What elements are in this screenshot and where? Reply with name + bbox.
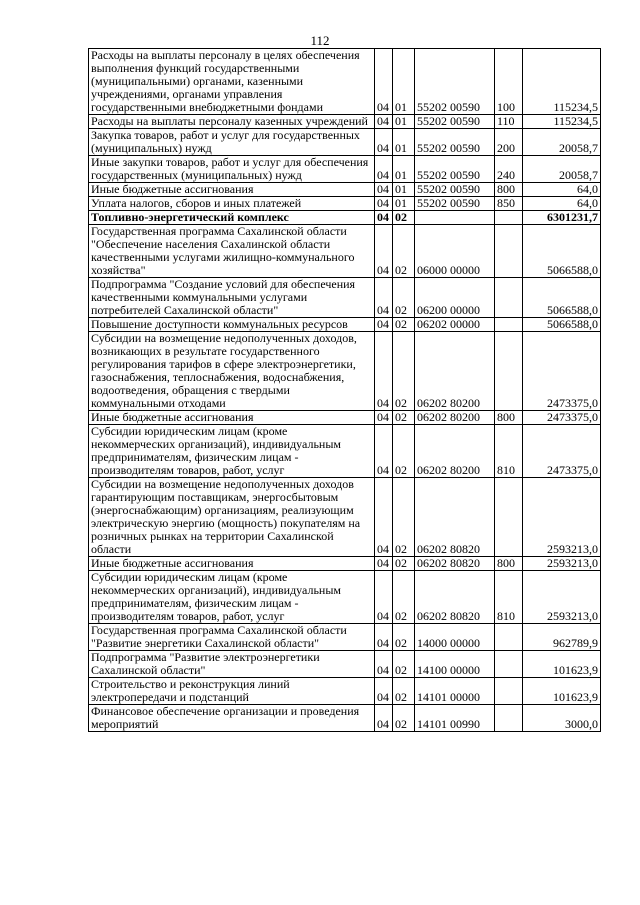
table-row: [89, 425, 601, 478]
row-section: 04: [375, 478, 393, 557]
table-row: [89, 49, 601, 115]
row-expense-type: [495, 211, 523, 225]
row-section: 04: [375, 332, 393, 411]
table-row: [89, 197, 601, 211]
row-expense-type: [495, 318, 523, 332]
table-row: [89, 651, 601, 678]
row-section: 04: [375, 278, 393, 318]
row-amount: 101623,9: [523, 678, 601, 705]
row-target-article: 06202 80200: [415, 411, 495, 425]
row-subsection: 02: [393, 411, 415, 425]
row-target-article: 14101 00000: [415, 678, 495, 705]
row-amount: 64,0: [523, 183, 601, 197]
row-section: 04: [375, 115, 393, 129]
row-subsection: 02: [393, 705, 415, 732]
row-name: Иные закупки товаров, работ и услуг для обеспечения государственных (муниципальных) нужд: [89, 156, 375, 183]
row-target-article: 55202 00590: [415, 197, 495, 211]
row-amount: 5066588,0: [523, 225, 601, 278]
row-target-article: 06202 00000: [415, 318, 495, 332]
row-expense-type: 100: [495, 49, 523, 115]
row-subsection: 02: [393, 332, 415, 411]
table-row: [89, 411, 601, 425]
row-target-article: 14101 00990: [415, 705, 495, 732]
row-subsection: 02: [393, 318, 415, 332]
row-amount: 962789,9: [523, 624, 601, 651]
row-name: Иные бюджетные ассигнования: [89, 557, 375, 571]
row-expense-type: [495, 278, 523, 318]
table-row: [89, 478, 601, 557]
row-name: Субсидии юридическим лицам (кроме некоммерческих организаций), индивидуальным предпринимателям, физическим лицам - производителям товаров, работ, услуг: [89, 425, 375, 478]
row-amount: 2473375,0: [523, 411, 601, 425]
row-name: Субсидии юридическим лицам (кроме некоммерческих организаций), индивидуальным предпринимателям, физическим лицам - производителям товаров, работ, услуг: [89, 571, 375, 624]
row-target-article: 14000 00000: [415, 624, 495, 651]
table-row: [89, 678, 601, 705]
table-row: [89, 557, 601, 571]
row-section: 04: [375, 156, 393, 183]
table-row: [89, 156, 601, 183]
row-expense-type: 810: [495, 571, 523, 624]
row-amount: 2593213,0: [523, 557, 601, 571]
row-subsection: 01: [393, 183, 415, 197]
row-amount: 6301231,7: [523, 211, 601, 225]
row-name: Топливно-энергетический комплекс: [89, 211, 375, 225]
row-expense-type: [495, 678, 523, 705]
row-section: 04: [375, 318, 393, 332]
row-name: Государственная программа Сахалинской области "Развитие энергетики Сахалинской области": [89, 624, 375, 651]
row-section: 04: [375, 225, 393, 278]
row-subsection: 02: [393, 571, 415, 624]
row-section: 04: [375, 197, 393, 211]
row-expense-type: 800: [495, 183, 523, 197]
row-amount: 5066588,0: [523, 318, 601, 332]
table-row: [89, 225, 601, 278]
row-subsection: 02: [393, 278, 415, 318]
row-expense-type: [495, 705, 523, 732]
row-expense-type: 810: [495, 425, 523, 478]
row-target-article: 55202 00590: [415, 49, 495, 115]
row-amount: 64,0: [523, 197, 601, 211]
row-subsection: 02: [393, 425, 415, 478]
row-expense-type: [495, 478, 523, 557]
row-amount: 115234,5: [523, 115, 601, 129]
row-expense-type: 800: [495, 411, 523, 425]
row-target-article: 06202 80820: [415, 557, 495, 571]
row-name: Иные бюджетные ассигнования: [89, 411, 375, 425]
row-section: 04: [375, 49, 393, 115]
row-target-article: 14100 00000: [415, 651, 495, 678]
row-target-article: 55202 00590: [415, 156, 495, 183]
row-subsection: 02: [393, 557, 415, 571]
row-name: Подпрограмма "Развитие электроэнергетики Сахалинской области": [89, 651, 375, 678]
row-name: Финансовое обеспечение организации и проведения мероприятий: [89, 705, 375, 732]
row-amount: 2593213,0: [523, 478, 601, 557]
row-target-article: 06202 80200: [415, 332, 495, 411]
row-expense-type: 110: [495, 115, 523, 129]
row-target-article: 06000 00000: [415, 225, 495, 278]
row-subsection: 02: [393, 225, 415, 278]
row-name: Иные бюджетные ассигнования: [89, 183, 375, 197]
row-name: Повышение доступности коммунальных ресурсов: [89, 318, 375, 332]
row-subsection: 01: [393, 115, 415, 129]
row-target-article: [415, 211, 495, 225]
row-section: 04: [375, 183, 393, 197]
row-expense-type: 240: [495, 156, 523, 183]
row-amount: 2473375,0: [523, 332, 601, 411]
row-target-article: 55202 00590: [415, 129, 495, 156]
row-name: Уплата налогов, сборов и иных платежей: [89, 197, 375, 211]
row-section: 04: [375, 211, 393, 225]
table-row: [89, 115, 601, 129]
row-target-article: 06202 80200: [415, 425, 495, 478]
row-expense-type: [495, 225, 523, 278]
row-section: 04: [375, 129, 393, 156]
row-amount: 101623,9: [523, 651, 601, 678]
table-row: [89, 129, 601, 156]
row-target-article: 55202 00590: [415, 183, 495, 197]
row-subsection: 01: [393, 129, 415, 156]
row-name: Государственная программа Сахалинской области "Обеспечение населения Сахалинской области качественными услугами жилищно-коммунального хозяйства": [89, 225, 375, 278]
row-subsection: 01: [393, 197, 415, 211]
row-subsection: 02: [393, 678, 415, 705]
row-name: Строительство и реконструкция линий электропередачи и подстанций: [89, 678, 375, 705]
row-section: 04: [375, 705, 393, 732]
row-subsection: 01: [393, 49, 415, 115]
table-row: [89, 571, 601, 624]
row-amount: 20058,7: [523, 129, 601, 156]
table-row: [89, 211, 601, 225]
row-expense-type: 200: [495, 129, 523, 156]
row-section: 04: [375, 425, 393, 478]
row-subsection: 01: [393, 156, 415, 183]
row-amount: 20058,7: [523, 156, 601, 183]
row-expense-type: [495, 651, 523, 678]
row-section: 04: [375, 411, 393, 425]
row-name: Расходы на выплаты персоналу в целях обеспечения выполнения функций государственными (муниципальными) органами, казенными учреждениями, органами управления государственными внебюджетными фондами: [89, 49, 375, 115]
row-expense-type: 850: [495, 197, 523, 211]
row-expense-type: [495, 624, 523, 651]
row-expense-type: [495, 332, 523, 411]
page-number: 112: [310, 33, 330, 48]
row-target-article: 06202 80820: [415, 478, 495, 557]
row-subsection: 02: [393, 478, 415, 557]
row-section: 04: [375, 571, 393, 624]
row-amount: 5066588,0: [523, 278, 601, 318]
row-expense-type: 800: [495, 557, 523, 571]
table-row: [89, 624, 601, 651]
row-amount: 2473375,0: [523, 425, 601, 478]
row-section: 04: [375, 651, 393, 678]
row-amount: 3000,0: [523, 705, 601, 732]
row-subsection: 02: [393, 624, 415, 651]
row-name: Субсидии на возмещение недополученных доходов гарантирующим поставщикам, энергосбытовым (энергоснабжающим) организациям, реализующим электрическую энергию (мощность) покупателям на розничных рынках на территории Сахалинской области: [89, 478, 375, 557]
table-row: [89, 332, 601, 411]
row-subsection: 02: [393, 211, 415, 225]
row-name: Расходы на выплаты персоналу казенных учреждений: [89, 115, 375, 129]
row-target-article: 55202 00590: [415, 115, 495, 129]
row-name: Субсидии на возмещение недополученных доходов, возникающих в результате государственного регулирования тарифов в сфере электроэнергетики, газоснабжения, теплоснабжения, водоснабжения, водоотведения, обращения с твердыми коммунальными отходами: [89, 332, 375, 411]
table-row: [89, 318, 601, 332]
budget-table: [88, 48, 601, 732]
row-name: Закупка товаров, работ и услуг для государственных (муниципальных) нужд: [89, 129, 375, 156]
table-row: [89, 183, 601, 197]
row-amount: 2593213,0: [523, 571, 601, 624]
table-row: [89, 705, 601, 732]
row-amount: 115234,5: [523, 49, 601, 115]
row-section: 04: [375, 678, 393, 705]
row-section: 04: [375, 557, 393, 571]
row-target-article: 06202 80820: [415, 571, 495, 624]
row-subsection: 02: [393, 651, 415, 678]
row-target-article: 06200 00000: [415, 278, 495, 318]
table-row: [89, 278, 601, 318]
row-name: Подпрограмма "Создание условий для обеспечения качественными коммунальными услугами потребителей Сахалинской области": [89, 278, 375, 318]
row-section: 04: [375, 624, 393, 651]
